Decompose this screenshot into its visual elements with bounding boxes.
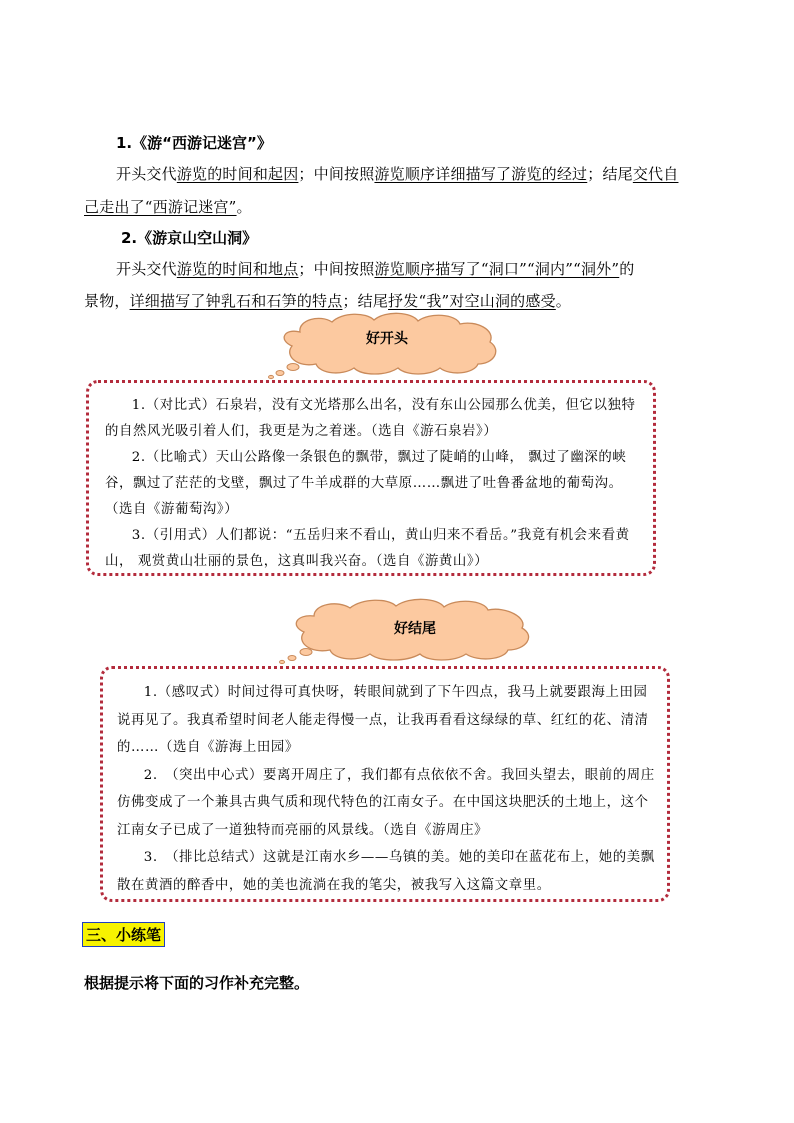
text-span: 开头交代	[116, 165, 177, 183]
underlined-span: 详细描写了	[129, 292, 206, 310]
text-span: 的	[619, 260, 635, 278]
summary-item1-heading: 1.《游“西游记迷宫”》	[116, 134, 272, 152]
underlined-span: 抒发“我”对空山洞的感受	[388, 292, 556, 310]
text-span: ；中间按照	[298, 165, 375, 183]
summary-item1-line1	[116, 160, 716, 188]
summary-item1-line2	[84, 193, 252, 221]
text-span: 景物，	[84, 292, 130, 310]
good-opening-list	[105, 393, 637, 575]
text-span: 。	[555, 292, 571, 310]
cloud-callout-good-ending	[270, 596, 550, 668]
summary-item2-line1	[116, 255, 634, 283]
cloud-label: 好开头	[366, 331, 408, 347]
underlined-span: 游览顺序描写了“洞口”“洞内”“洞外”	[374, 260, 620, 278]
underlined-span: 己走出了“西游记迷宫”	[84, 198, 237, 216]
underlined-span: 游览顺序详细描写了游览的经过	[374, 165, 588, 183]
ending-example-1: 1.（感叹式）时间过得可真快呀，转眼间就到了下午四点，我马上就要跟海上田园说再见了。我真希望时间老人能走得慢一点，让我再看看这绿绿的草、红红的花、清清的……（选自《游海上田园》	[117, 685, 649, 755]
section-instruction: 根据提示将下面的习作补充完整。	[84, 974, 310, 992]
underlined-span: 游览的时间和起因	[176, 165, 299, 183]
cloud-label: 好结尾	[394, 621, 436, 637]
underlined-span: 游览的时间和地点	[176, 260, 299, 278]
opening-example-3: 3.（引用式）人们都说：“五岳归来不看山，黄山归来不看岳。”我竟有机会来看黄山， 观赏黄山壮丽的景色，这真叫我兴奋。（选自《游黄山》）	[105, 528, 630, 569]
opening-example-2: 2.（比喻式）天山公路像一条银色的飘带，飘过了陡峭的山峰， 飘过了幽深的峡谷，飘过了茫茫的戈壁，飘过了牛羊成群的大草原……飘进了吐鲁番盆地的葡萄沟。（选自《游葡萄沟》）	[105, 450, 627, 517]
ending-example-2: 2. （突出中心式）要离开周庄了，我们都有点依依不舍。我回头望去，眼前的周庄仿佛变成了一个兼具古典气质和现代特色的江南女子。在中国这块肥沃的土地上，这个江南女子已成了一道独特而亮丽的风景线。（选自《游周庄》	[117, 767, 655, 838]
underlined-span: 交代自	[632, 165, 679, 183]
good-opening-box	[86, 380, 656, 576]
summary-item2-heading: 2.《游京山空山洞》	[121, 229, 258, 247]
text-span: 开头交代	[116, 260, 177, 278]
good-ending-list	[117, 679, 657, 899]
text-span: ；结尾	[587, 165, 633, 183]
underlined-span: 钟乳石和石笋的特点	[205, 292, 343, 310]
text-span: ；结尾	[342, 292, 389, 310]
ending-example-3: 3. （排比总结式）这就是江南水乡——乌镇的美。她的美印在蓝花布上，她的美飘散在黄酒的醉香中，她的美也流淌在我的笔尖，被我写入这篇文章里。	[117, 850, 655, 893]
cloud-callout-good-opening	[262, 310, 512, 382]
opening-example-1: 1.（对比式）石泉岩，没有文光塔那么出名，没有东山公园那么优美，但它以独特的自然风光吸引着人们，我更是为之着迷。（选自《游石泉岩》）	[105, 398, 636, 439]
section-heading: 三、小练笔	[82, 922, 165, 947]
good-ending-box	[100, 666, 670, 902]
text-span: ；中间按照	[298, 260, 375, 278]
text-span: 。	[236, 198, 252, 216]
